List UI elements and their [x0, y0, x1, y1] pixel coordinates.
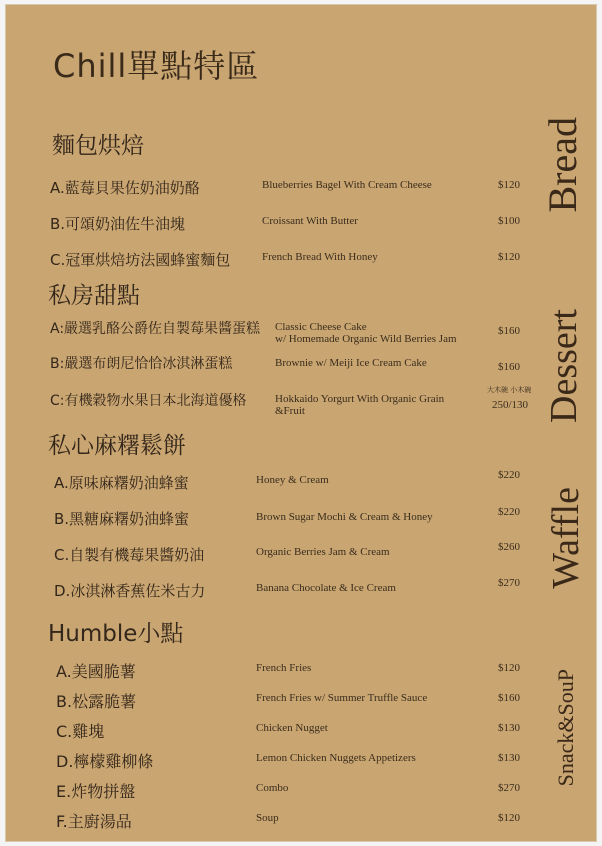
side-label-snack: Snack&SouP — [553, 669, 578, 787]
page-title: Chill單點特區 — [53, 47, 260, 85]
menu-page — [5, 4, 597, 842]
menu-item-price: $120 — [498, 179, 520, 191]
menu-item-price: $120 — [498, 251, 520, 263]
menu-item-english: French Fries — [256, 662, 312, 674]
menu-item-name: A.原味麻糬奶油蜂蜜 — [54, 474, 189, 492]
menu-item-english: Combo — [256, 782, 289, 794]
menu-item-english: Organic Berries Jam & Cream — [256, 546, 390, 558]
menu-item-name: B.松露脆薯 — [56, 692, 137, 711]
section-heading-waffle: 私心麻糬鬆餅 — [48, 433, 186, 459]
menu-item-english: Brown Sugar Mochi & Cream & Honey — [256, 511, 433, 523]
menu-item-price: $130 — [498, 722, 520, 734]
section-heading-dessert: 私房甜點 — [48, 283, 140, 309]
menu-item-english: Honey & Cream — [256, 474, 329, 486]
menu-item-english: Croissant With Butter — [262, 215, 358, 227]
menu-item-name: E.炸物拼盤 — [56, 782, 136, 801]
menu-item-price: $270 — [498, 577, 520, 589]
menu-item-name: C:有機穀物水果日本北海道優格 — [50, 393, 247, 409]
section-heading-bread: 麵包烘焙 — [52, 133, 144, 159]
menu-item-english: Brownie w/ Meiji Ice Cream Cake — [275, 357, 427, 369]
menu-item-price: $270 — [498, 782, 520, 794]
side-label-dessert: Dessert — [543, 309, 585, 423]
menu-item-name: A.藍莓貝果佐奶油奶酪 — [50, 179, 200, 197]
menu-item-price: $160 — [498, 692, 520, 704]
menu-item-name: F.主廚湯品 — [56, 812, 132, 831]
menu-item-english: Soup — [256, 812, 279, 824]
menu-item-price: $220 — [498, 469, 520, 481]
menu-item-english: Hokkaido Yorgurt With Organic Grain — [275, 393, 445, 405]
menu-item-name: D.檸檬雞柳條 — [56, 752, 154, 771]
menu-item-english: Banana Chocolate & Ice Cream — [256, 582, 396, 594]
menu-item-english: Classic Cheese Cake — [275, 321, 367, 333]
menu-item-price: $100 — [498, 215, 520, 227]
menu-item-price: $120 — [498, 812, 520, 824]
menu-item-name: D.冰淇淋香蕉佐米古力 — [54, 582, 206, 600]
menu-item-name: B.黑糖麻糬奶油蜂蜜 — [54, 510, 190, 528]
section-heading-snack: Humble小點 — [48, 621, 184, 647]
menu-item-name: C.自製有機莓果醬奶油 — [54, 546, 205, 564]
menu-item-price: $220 — [498, 506, 520, 518]
menu-item-english: Blueberries Bagel With Cream Cheese — [262, 179, 432, 191]
menu-item-name: C.冠軍烘焙坊法國蜂蜜麵包 — [50, 251, 231, 269]
menu-item-english-line2: &Fruit — [275, 405, 305, 417]
menu-item-price: 250/130 — [492, 399, 529, 411]
menu-item-name: A.美國脆薯 — [56, 662, 136, 681]
size-note: 大木碗 小木碗 — [487, 386, 532, 394]
menu-item-english: French Fries w/ Summer Truffle Sauce — [256, 692, 428, 704]
menu-item-name: B.可頌奶油佐牛油塊 — [50, 215, 186, 233]
menu-item-english-line2: w/ Homemade Organic Wild Berries Jam — [275, 333, 457, 345]
side-label-waffle: Waffle — [545, 487, 587, 589]
side-label-bread: Bread — [540, 117, 585, 213]
menu-item-english: French Bread With Honey — [262, 251, 378, 263]
menu-item-price: $260 — [498, 541, 520, 553]
menu-item-price: $160 — [498, 325, 520, 337]
menu-item-price: $160 — [498, 361, 520, 373]
menu-item-name: B:嚴選布朗尼恰恰冰淇淋蛋糕 — [50, 356, 233, 372]
menu-item-price: $120 — [498, 662, 520, 674]
menu-item-english: Chicken Nugget — [256, 722, 328, 734]
menu-item-price: $130 — [498, 752, 520, 764]
menu-item-name: C.雞塊 — [56, 722, 105, 741]
menu-item-english: Lemon Chicken Nuggets Appetizers — [256, 752, 416, 764]
menu-item-name: A:嚴選乳酪公爵佐自製莓果醬蛋糕 — [50, 321, 261, 337]
